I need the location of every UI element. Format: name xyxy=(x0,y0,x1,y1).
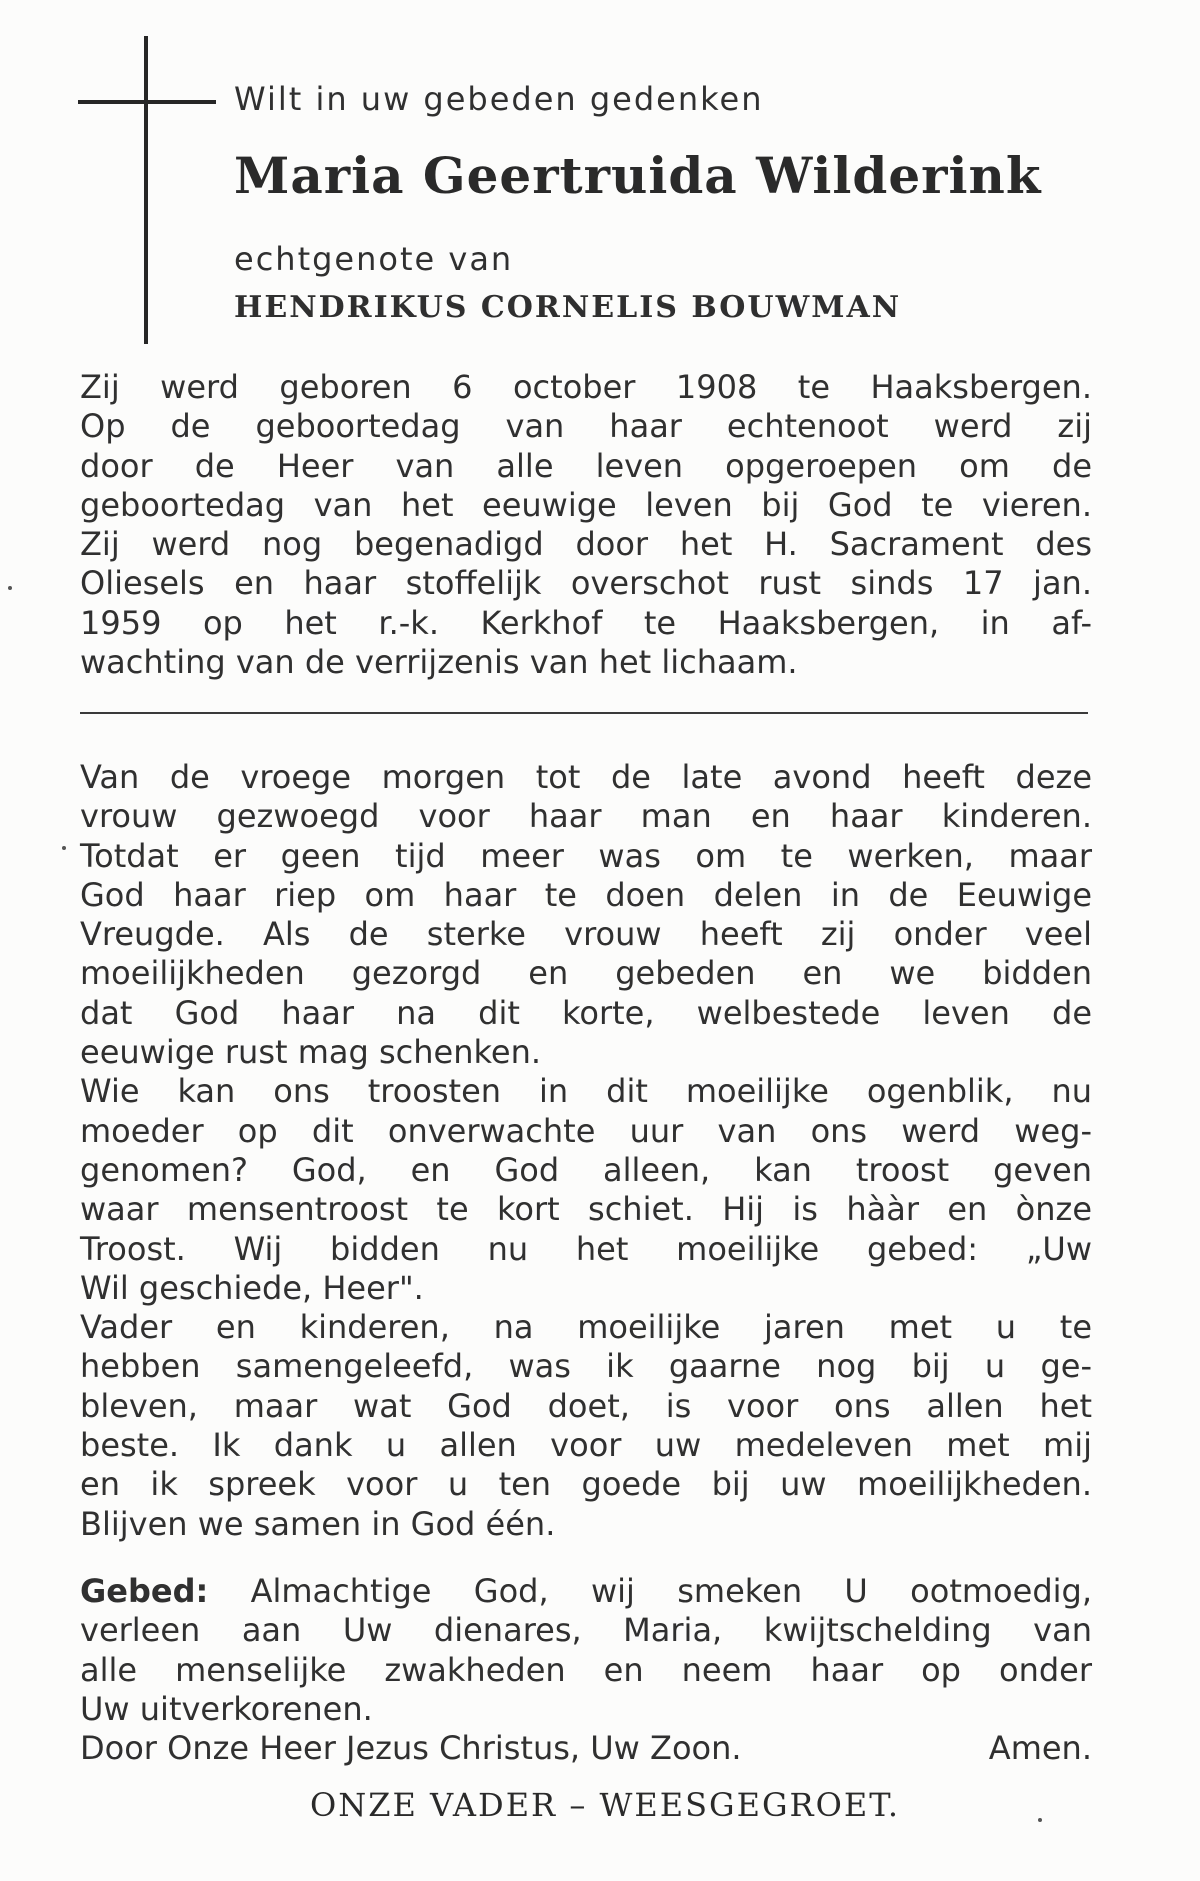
spouse-name: HENDRIKUS CORNELIS BOUWMAN xyxy=(234,290,902,325)
eulogy-paragraph xyxy=(80,758,1092,1544)
eulogy-line: hebben samengeleefd, was ik gaarne nog bij u ge- xyxy=(80,1347,1092,1386)
print-speck xyxy=(1038,1818,1042,1822)
biography-line: Zij werd geboren 6 october 1908 te Haaksbergen. xyxy=(80,368,1092,406)
biography-line: Zij werd nog begenadigd door het H. Sacrament des xyxy=(80,525,1092,564)
print-speck xyxy=(8,586,12,590)
eulogy-line: Wil geschiede, Heer". xyxy=(80,1268,424,1307)
prayer-closing: Door Onze Heer Jezus Christus, Uw Zoon. xyxy=(80,1729,742,1768)
eulogy-line: en ik spreek voor u ten goede bij uw moeilijkheden. xyxy=(80,1465,1092,1504)
prayer-line: verleen aan Uw dienares, Maria, kwijtschelding van xyxy=(80,1611,1092,1650)
eulogy-line: Troost. Wij bidden nu het moeilijke gebed: „Uw xyxy=(80,1229,1092,1268)
eulogy-line: genomen? God, en God alleen, kan troost geven xyxy=(80,1150,1092,1189)
eulogy-line: vrouw gezwoegd voor haar man en haar kinderen. xyxy=(80,797,1092,836)
eulogy-line: Totdat er geen tijd meer was om te werken, maar xyxy=(80,836,1092,875)
prayer-label: Gebed: xyxy=(80,1572,209,1610)
print-speck xyxy=(62,846,66,850)
biography-line: Oliesels en haar stoffelijk overschot rust sinds 17 jan. xyxy=(80,564,1092,603)
deceased-name: Maria Geertruida Wilderink xyxy=(234,146,1042,205)
prayer-opening: Almachtige God, wij smeken U ootmoedig, xyxy=(208,1572,1092,1610)
prayer-line: alle menselijke zwakheden en neem haar op onder xyxy=(80,1650,1092,1689)
invocation-text: Wilt in uw gebeden gedenken xyxy=(234,80,764,118)
eulogy-line: dat God haar na dit korte, welbestede leven de xyxy=(80,993,1092,1032)
biography-line: wachting van de verrijzenis van het lichaam. xyxy=(80,643,798,682)
eulogy-line: Wie kan ons troosten in dit moeilijke ogenblik, nu xyxy=(80,1072,1092,1111)
footer-prayers: ONZE VADER – WEESGEGROET. xyxy=(309,1786,900,1824)
biography-paragraph xyxy=(80,368,1092,682)
biography-line: geboortedag van het eeuwige leven bij God te vieren. xyxy=(80,485,1092,524)
spouse-label: echtgenote van xyxy=(234,240,514,278)
eulogy-line: eeuwige rust mag schenken. xyxy=(80,1033,542,1072)
prayer-amen: Amen. xyxy=(988,1729,1092,1768)
prayer-paragraph xyxy=(80,1572,1092,1768)
biography-line: door de Heer van alle leven opgeroepen om de xyxy=(80,446,1092,485)
eulogy-line: moeder op dit onverwachte uur van ons werd weg- xyxy=(80,1111,1092,1150)
eulogy-line: moeilijkheden gezorgd en gebeden en we bidden xyxy=(80,954,1092,993)
biography-line: Op de geboortedag van haar echtenoot werd zij xyxy=(80,407,1092,446)
prayer-first-line xyxy=(80,1572,1092,1611)
eulogy-line: waar mensentroost te kort schiet. Hij is hààr en ònze xyxy=(80,1190,1092,1229)
cross-icon xyxy=(144,36,148,344)
eulogy-line: beste. Ik dank u allen voor uw medeleven met mij xyxy=(80,1426,1092,1465)
eulogy-line: Van de vroege morgen tot de late avond heeft deze xyxy=(80,758,1092,796)
eulogy-line: bleven, maar wat God doet, is voor ons allen het xyxy=(80,1386,1092,1425)
eulogy-line: Vader en kinderen, na moeilijke jaren met u te xyxy=(80,1308,1092,1347)
eulogy-line: God haar riep om haar te doen delen in de Eeuwige xyxy=(80,875,1092,914)
prayer-line: Uw uitverkorenen. xyxy=(80,1689,373,1728)
eulogy-line: Blijven we samen in God één. xyxy=(80,1504,556,1543)
prayer-closing-row xyxy=(80,1729,1092,1768)
eulogy-line: Vreugde. Als de sterke vrouw heeft zij onder veel xyxy=(80,915,1092,954)
cross-icon-bar xyxy=(78,100,216,104)
section-divider xyxy=(80,712,1088,714)
biography-line: 1959 op het r.-k. Kerkhof te Haaksbergen, in af- xyxy=(80,603,1092,642)
